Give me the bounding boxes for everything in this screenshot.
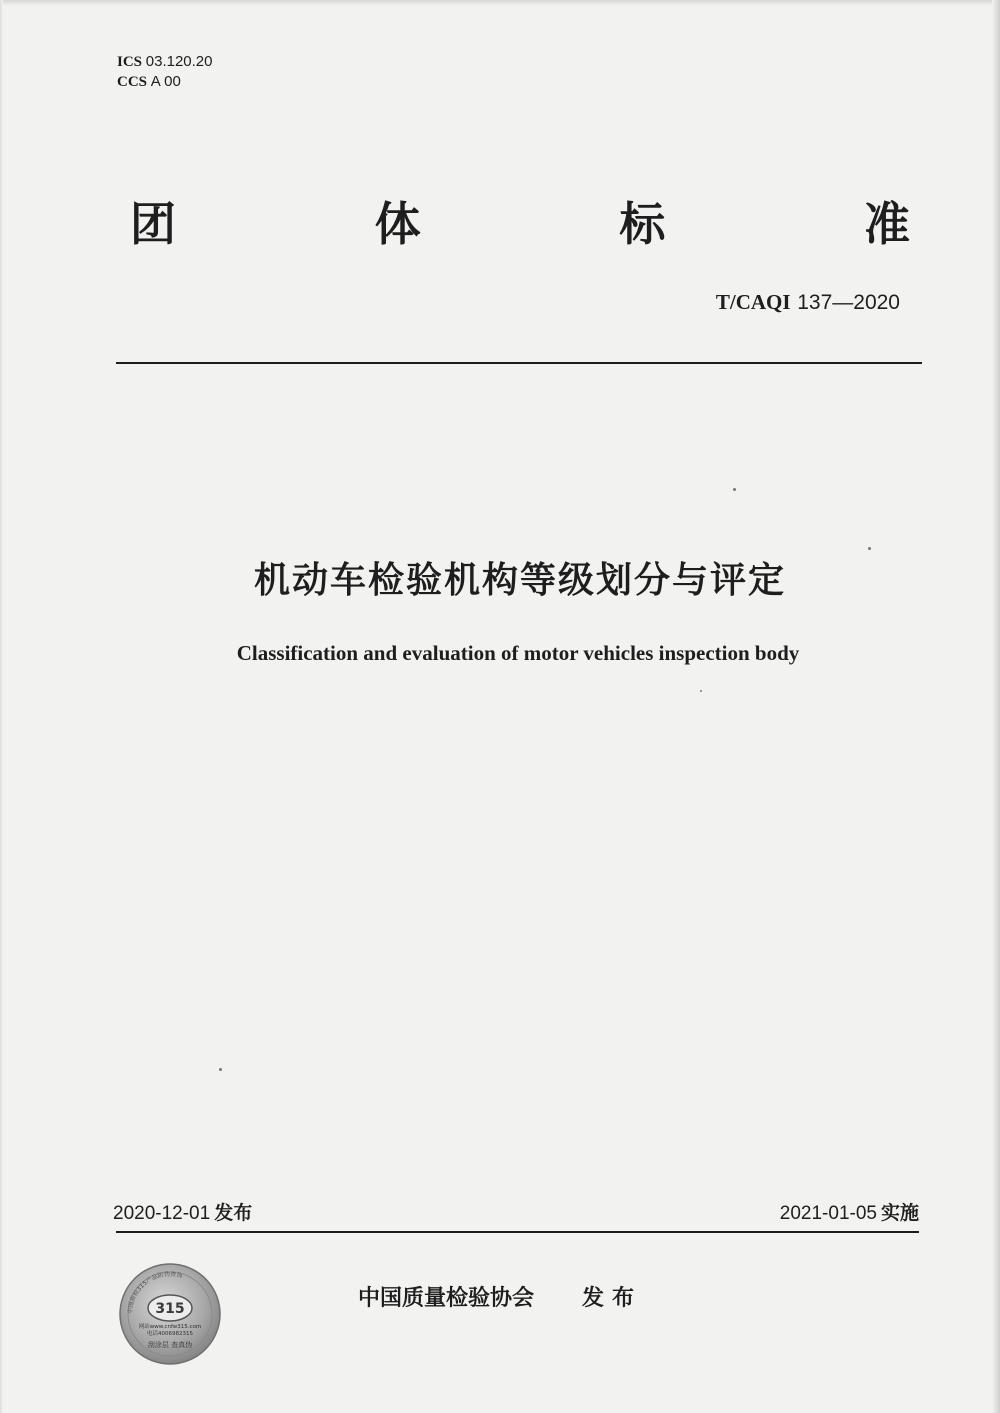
category-char: 体 <box>374 197 421 251</box>
release-label: 发布 <box>214 1202 253 1224</box>
seal-logo: 315 <box>155 1301 185 1317</box>
standard-number <box>716 290 900 315</box>
ccs-code <box>117 72 213 92</box>
category-char: 团 <box>130 197 176 251</box>
implementation-label: 实施 <box>880 1202 919 1224</box>
scan-speck <box>700 690 702 692</box>
document-title-chinese: 机动车检验机构等级划分与评定 <box>253 560 786 601</box>
ccs-label: CCS <box>117 74 148 90</box>
document-title-english: Classification and evaluation of motor vehicles inspection body <box>236 641 800 665</box>
ics-code <box>117 52 213 72</box>
standard-number-prefix: T/CAQI <box>715 290 791 314</box>
dates-row <box>113 1198 919 1230</box>
implementation-date <box>780 1198 919 1225</box>
seal-ring-text: 中国质检315产品防伪查询 <box>126 1270 184 1315</box>
publisher-role: 发布 <box>582 1286 643 1311</box>
scan-speck <box>868 547 871 550</box>
category-char: 标 <box>619 197 666 251</box>
publisher-name: 中国质量检验协会 <box>358 1286 535 1311</box>
scan-speck <box>733 488 736 491</box>
standard-number-value: 137—2020 <box>797 291 900 314</box>
seal-instruction: 刮涂层 查真伪 <box>147 1341 193 1349</box>
classification-codes <box>117 52 213 92</box>
release-date-value: 2020-12-01 <box>113 1203 211 1224</box>
scan-edge-top <box>0 0 1000 6</box>
anti-counterfeit-seal <box>118 1262 222 1366</box>
ics-label: ICS <box>117 54 143 70</box>
category-char: 准 <box>863 197 910 251</box>
release-date <box>113 1198 252 1225</box>
ics-value: 03.120.20 <box>145 53 213 70</box>
scan-edge-right <box>992 0 1000 1413</box>
publisher <box>358 1281 642 1312</box>
standard-category-title <box>130 192 910 256</box>
header-divider <box>116 362 922 364</box>
implementation-date-value: 2021-01-05 <box>779 1203 877 1224</box>
ccs-value: A 00 <box>150 73 181 90</box>
scan-edge-left <box>0 0 3 1413</box>
scan-speck <box>219 1068 222 1071</box>
seal-website: 网站www.cnfw315.com <box>138 1324 202 1330</box>
footer-divider <box>116 1231 919 1233</box>
seal-phone: 电话4006982315 <box>147 1331 193 1337</box>
